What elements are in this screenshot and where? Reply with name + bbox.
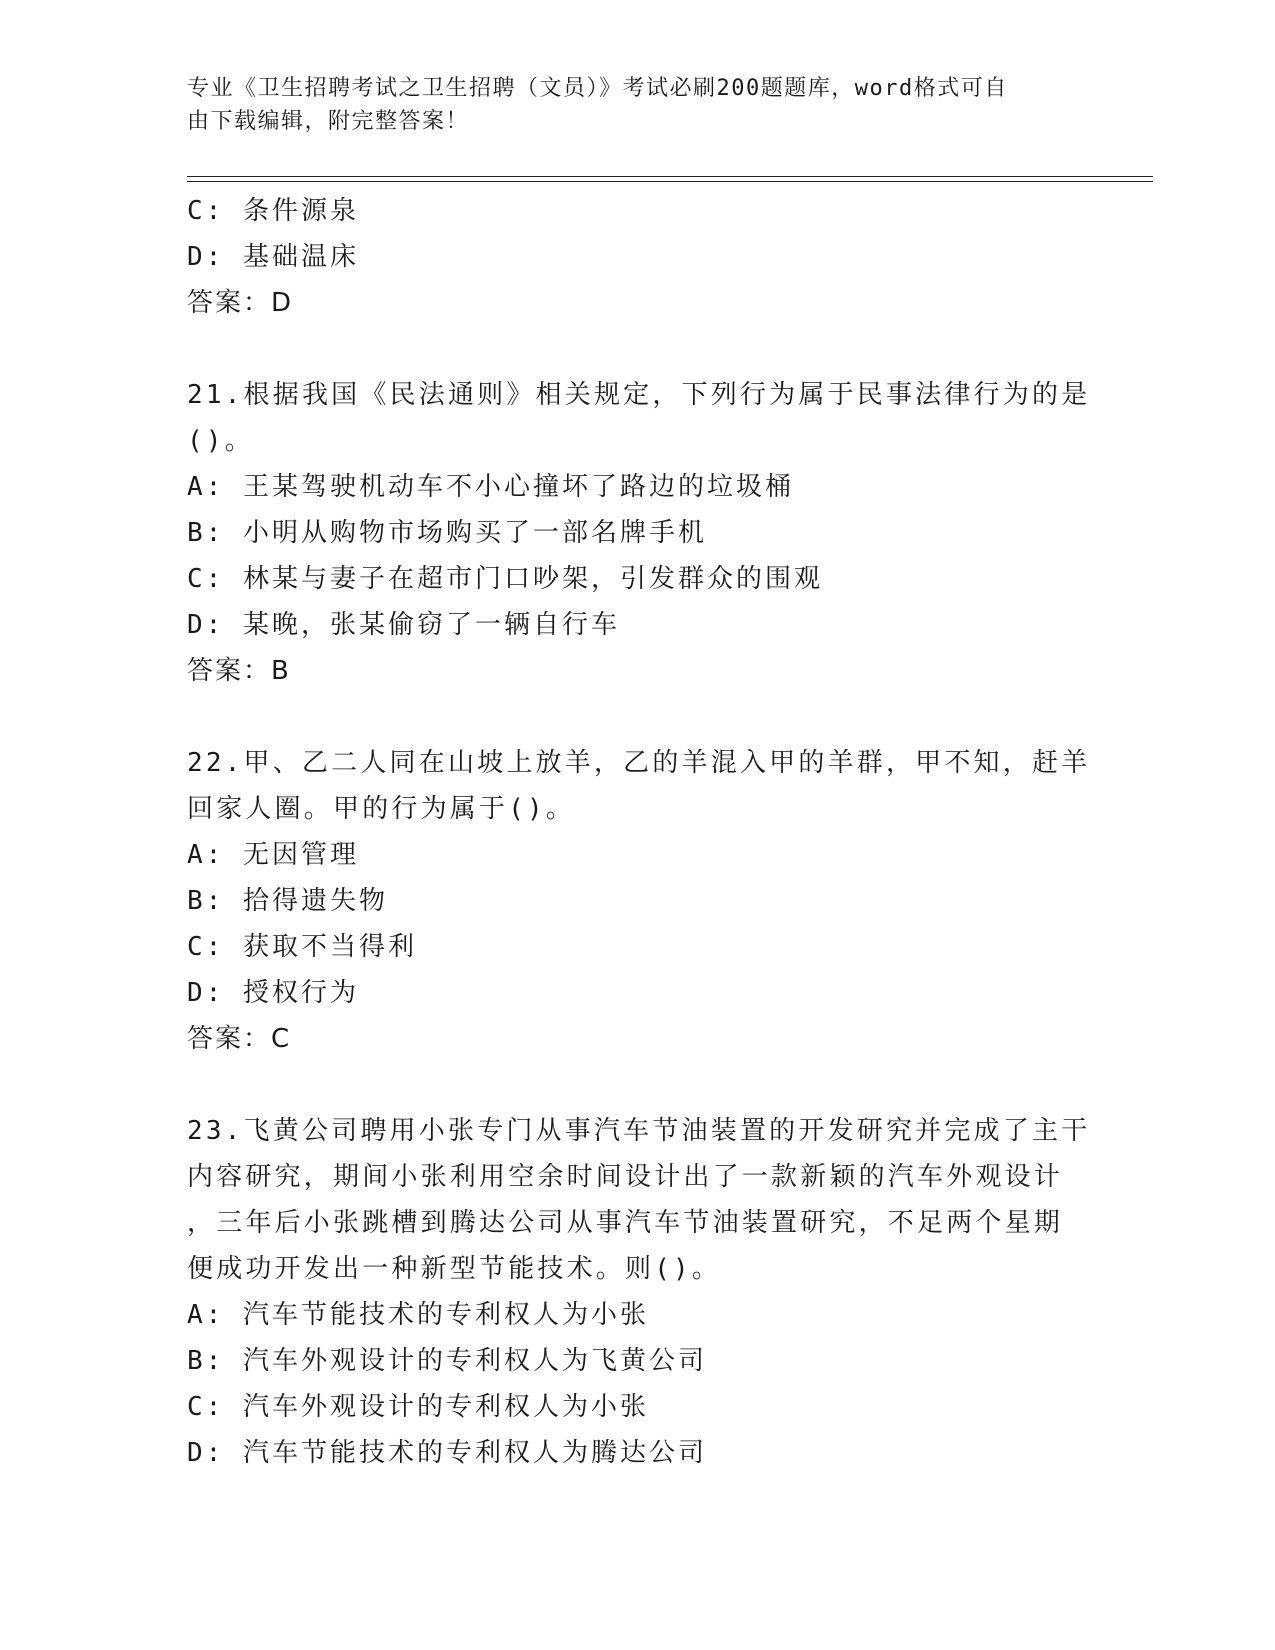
question-text-line: 便成功开发出一种新型节能技术。则()。 — [187, 1254, 722, 1284]
answer-line: 答案：D — [187, 288, 294, 318]
option-a: A: 汽车节能技术的专利权人为小张 — [187, 1300, 649, 1330]
spacer — [187, 694, 1067, 740]
spacer — [187, 1062, 1067, 1108]
question-23 — [187, 1108, 1091, 1476]
header-divider-top — [187, 176, 1153, 177]
answer-line: 答案：B — [187, 656, 291, 686]
question-text-line: 内容研究，期间小张利用空余时间设计出了一款新颖的汽车外观设计 — [187, 1162, 1064, 1192]
question-21 — [187, 372, 1091, 694]
question-text-line: 23.飞黄公司聘用小张专门从事汽车节油装置的开发研究并完成了主干 — [187, 1116, 1091, 1146]
option-a: A: 无因管理 — [187, 840, 359, 870]
option-b: B: 小明从购物市场购买了一部名牌手机 — [187, 518, 707, 548]
previous-question-tail — [187, 188, 1067, 326]
header-line-1: 专业《卫生招聘考试之卫生招聘（文员）》考试必刷200题题库，word格式可自 — [187, 76, 1008, 101]
option-c: C: 林某与妻子在超市门口吵架，引发群众的围观 — [187, 564, 823, 594]
question-text-line: ，三年后小张跳槽到腾达公司从事汽车节油装置研究，不足两个星期 — [187, 1208, 1064, 1238]
question-content — [187, 188, 1091, 1476]
question-22 — [187, 740, 1091, 1062]
header-line-2: 由下载编辑，附完整答案！ — [187, 109, 470, 134]
option-c: C: 条件源泉 — [187, 196, 359, 226]
question-text-line: 21.根据我国《民法通则》相关规定，下列行为属于民事法律行为的是 — [187, 380, 1091, 410]
option-d: D: 授权行为 — [187, 978, 359, 1008]
option-c: C: 汽车外观设计的专利权人为小张 — [187, 1392, 649, 1422]
answer-line: 答案：C — [187, 1024, 292, 1054]
option-c: C: 获取不当得利 — [187, 932, 417, 962]
spacer — [187, 326, 1067, 372]
question-text-line: ()。 — [187, 426, 254, 456]
option-b: B: 拾得遗失物 — [187, 886, 388, 916]
header-divider-bottom — [187, 181, 1153, 182]
question-text-line: 22.甲、乙二人同在山坡上放羊，乙的羊混入甲的羊群，甲不知，赶羊 — [187, 748, 1091, 778]
document-header — [187, 72, 1067, 138]
option-a: A: 王某驾驶机动车不小心撞坏了路边的垃圾桶 — [187, 472, 794, 502]
question-text-line: 回家人圈。甲的行为属于()。 — [187, 794, 576, 824]
option-d: D: 某晚，张某偷窃了一辆自行车 — [187, 610, 620, 640]
option-b: B: 汽车外观设计的专利权人为飞黄公司 — [187, 1346, 707, 1376]
option-d: D: 基础温床 — [187, 242, 359, 272]
option-d: D: 汽车节能技术的专利权人为腾达公司 — [187, 1438, 707, 1468]
